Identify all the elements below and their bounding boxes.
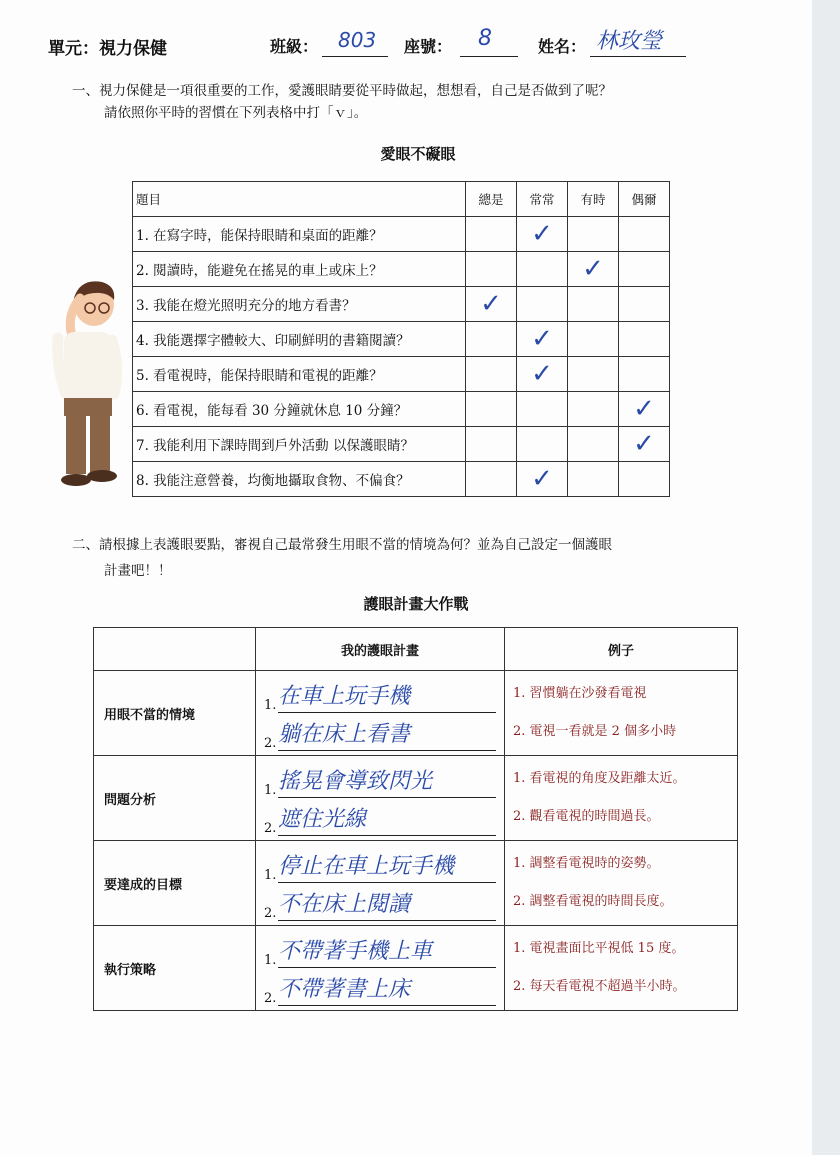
col-occasionally: 偶爾 [619,182,670,217]
section2-instructions [72,532,752,584]
plan-number: 1. [264,953,277,968]
check-cell[interactable] [619,252,670,287]
plan-line [264,930,496,968]
table-row [133,427,670,462]
question-text: 1. 在寫字時，能保持眼睛和桌面的距離？ [133,217,466,252]
check-cell[interactable] [466,357,517,392]
plan-number: 2. [264,821,277,836]
check-cell[interactable] [466,322,517,357]
section1-line2: 請依照你平時的習慣在下列表格中打「ｖ」。 [104,105,368,121]
example-cell [505,841,738,926]
check-cell[interactable] [517,427,568,462]
plan-cell [256,671,505,756]
check-cell[interactable] [466,287,517,322]
check-cell[interactable] [568,287,619,322]
eye-care-habits-table [132,181,670,497]
check-cell[interactable] [619,392,670,427]
row-label: 要達成的目標 [94,841,256,926]
unit-title: 單元：視力保健 [48,39,167,59]
plan-line [264,798,496,836]
check-cell[interactable] [619,357,670,392]
question-text: 5. 看電視時，能保持眼睛和電視的距離？ [133,357,466,392]
seat-value: 8 [478,26,492,51]
check-cell[interactable] [619,322,670,357]
table-row [133,322,670,357]
plan-row [94,671,738,756]
handwritten-answer[interactable]: 不帶著手機上車 [278,937,496,968]
question-text: 2. 閱讀時，能避免在搖晃的車上或床上？ [133,252,466,287]
check-cell[interactable] [466,427,517,462]
handwritten-answer[interactable]: 躺在床上看書 [278,720,496,751]
plan-line [264,760,496,798]
table-row [133,287,670,322]
checkmark-icon: ✓ [531,219,553,249]
row-label: 用眼不當的情境 [94,671,256,756]
plan-row [94,926,738,1011]
check-cell[interactable] [568,357,619,392]
check-cell[interactable] [466,462,517,497]
col-often: 常常 [517,182,568,217]
check-cell[interactable] [568,462,619,497]
handwritten-answer[interactable]: 在車上玩手機 [278,682,496,713]
example-line: 1. 習慣躺在沙發看電視 [513,686,647,701]
check-cell[interactable] [466,252,517,287]
section2-line2: 計畫吧！！ [104,563,172,579]
example-line: 2. 每天看電視不超過半小時。 [513,979,686,994]
handwritten-answer[interactable]: 不在床上閱讀 [278,890,496,921]
checkmark-icon: ✓ [480,289,502,319]
check-cell[interactable] [517,357,568,392]
example-cell [505,926,738,1011]
check-cell[interactable] [568,252,619,287]
table2-corner-cell [94,628,256,671]
check-cell[interactable] [568,427,619,462]
col-always: 總是 [466,182,517,217]
question-text: 8. 我能注意營養，均衡地攝取食物、不偏食？ [133,462,466,497]
check-cell[interactable] [517,392,568,427]
plan-cell [256,756,505,841]
section2-line1: 二、請根據上表護眼要點，審視自己最常發生用眼不當的情境為何？並為自己設定一個護眼 [72,537,612,553]
plan-number: 2. [264,906,277,921]
col-example: 例子 [505,628,738,671]
check-cell[interactable] [466,217,517,252]
plan-number: 1. [264,783,277,798]
seat-label: 座號： [404,37,453,56]
plan-line [264,845,496,883]
plan-number: 1. [264,868,277,883]
check-cell[interactable] [466,392,517,427]
plan-row [94,841,738,926]
table2-title: 護眼計畫大作戰 [363,595,469,613]
example-line: 1. 電視畫面比平視低 15 度。 [513,941,685,956]
table2-header-row [94,628,738,671]
table-row [133,392,670,427]
example-line: 2. 電視一看就是 2 個多小時 [513,724,677,739]
name-value: 林玫瑩 [596,29,663,54]
plan-line [264,713,496,751]
table1-header-row [133,182,670,217]
handwritten-answer[interactable]: 遮住光線 [278,805,496,836]
class-label: 班級： [270,37,319,56]
check-cell[interactable] [568,392,619,427]
row-label: 執行策略 [94,926,256,1011]
example-line: 2. 調整看電視的時間長度。 [513,894,673,909]
check-cell[interactable] [568,217,619,252]
check-cell[interactable] [517,462,568,497]
example-line: 1. 看電視的角度及距離太近。 [513,771,686,786]
handwritten-answer[interactable]: 搖晃會導致閃光 [278,767,496,798]
class-value: 803 [338,28,377,52]
example-cell [505,671,738,756]
table1-title: 愛眼不礙眼 [380,145,456,163]
checkmark-icon: ✓ [531,324,553,354]
plan-row [94,756,738,841]
plan-cell [256,926,505,1011]
checkmark-icon: ✓ [582,254,604,284]
plan-line [264,675,496,713]
table-row [133,252,670,287]
question-text: 4. 我能選擇字體較大、印刷鮮明的書籍閱讀？ [133,322,466,357]
checkmark-icon: ✓ [531,464,553,494]
check-cell[interactable] [517,217,568,252]
check-cell[interactable] [568,322,619,357]
check-cell[interactable] [619,462,670,497]
checkmark-icon: ✓ [633,394,655,424]
plan-number: 1. [264,698,277,713]
eye-care-plan-table [93,627,738,1011]
person-scratching-head-illustration [36,276,126,491]
plan-line [264,968,496,1006]
check-cell[interactable] [517,287,568,322]
example-line: 1. 調整看電視時的姿勢。 [513,856,660,871]
question-text: 6. 看電視，能每看 30 分鐘就休息 10 分鐘？ [133,392,466,427]
plan-cell [256,841,505,926]
col-question: 題目 [133,182,466,217]
question-text: 7. 我能利用下課時間到戶外活動 以保護眼睛？ [133,427,466,462]
section1-line1: 一、視力保健是一項很重要的工作，愛護眼睛要從平時做起，想想看，自己是否做到了呢？ [72,83,612,99]
question-text: 3. 我能在燈光照明充分的地方看書？ [133,287,466,322]
check-cell[interactable] [517,322,568,357]
check-cell[interactable] [619,217,670,252]
scan-edge [812,0,840,1155]
row-label: 問題分析 [94,756,256,841]
col-my-plan: 我的護眼計畫 [256,628,505,671]
check-cell[interactable] [619,427,670,462]
handwritten-answer[interactable]: 不帶著書上床 [278,975,496,1006]
check-cell[interactable] [517,252,568,287]
table-row [133,357,670,392]
plan-number: 2. [264,736,277,751]
table-row [133,462,670,497]
section1-instructions [72,80,752,124]
name-label: 姓名： [538,37,587,56]
check-cell[interactable] [619,287,670,322]
example-cell [505,756,738,841]
checkmark-icon: ✓ [531,359,553,389]
checkmark-icon: ✓ [633,429,655,459]
handwritten-answer[interactable]: 停止在車上玩手機 [278,852,496,883]
col-sometimes: 有時 [568,182,619,217]
plan-number: 2. [264,991,277,1006]
table-row [133,217,670,252]
plan-line [264,883,496,921]
example-line: 2. 觀看電視的時間過長。 [513,809,660,824]
